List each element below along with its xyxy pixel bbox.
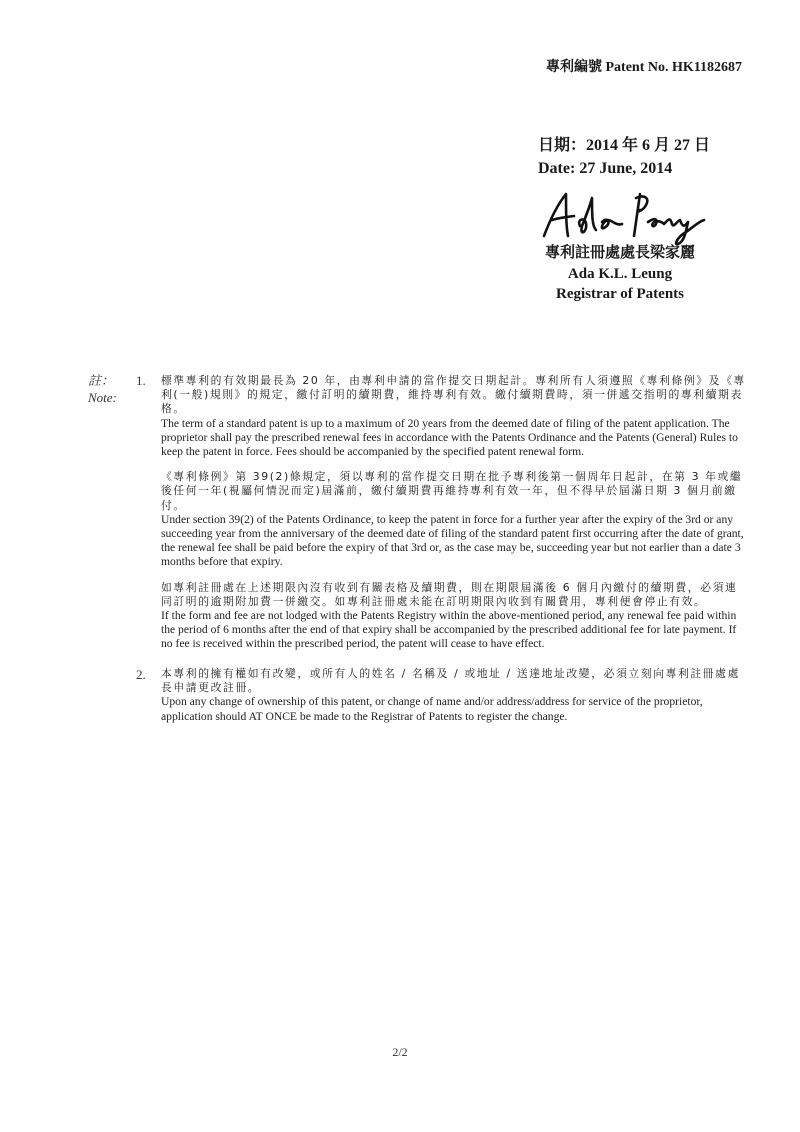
signatory-name: Ada K.L. Leung [567, 266, 673, 282]
note-label [88, 372, 128, 406]
page-number: 2/2 [392, 1045, 408, 1059]
patent-number: 專利編號 Patent No. HK1182687 [546, 60, 742, 75]
date-chinese: 日期：2014 年 6 月 27 日 [538, 137, 711, 154]
note-paragraph-english: Under section 39(2) of the Patents Ordinance, to keep the patent in force for a further year after the expiry of the 3rd or any succeeding year from the anniversary of the deemed date of filing of the standard patent first occurring after the date of grant, the renewal fee shall be paid before the expiry of that 3rd or, as the case may be, succeeding year but not earlier than a date 3 months before that expiry. [161, 512, 744, 569]
note-item-number: 2. [136, 667, 146, 682]
note-paragraph-english: If the form and fee are not lodged with the Patents Registry within the above-mentioned period, any renewal fee paid within the period of 6 months after the end of that expiry shall be accompanied by the prescribed additional fee for late payment. If no fee is received within the prescribed period, the patent will cease to have effect. [161, 609, 737, 651]
signatory-block [520, 242, 720, 304]
note-label-chinese: 註： [88, 373, 115, 388]
note-paragraph-chinese: 《專利條例》第 39(2)條規定，須以專利的當作提交日期在批予專利後第一個周年日起計，在第 3 年或繼後任何一年(視屬何情況而定)屆滿前，繳付續期費再維持專利有效一年，但不得早於屆滿日期 3 個月前繳付。 [161, 470, 743, 512]
note-label-english: Note: [88, 390, 117, 405]
date-english: Date: 27 June, 2014 [538, 160, 673, 177]
note-paragraph-english: The term of a standard patent is up to a maximum of 20 years from the deemed date of filing of the patent application. The proprietor shall pay the prescribed renewal fees in accordance with the Patents Ordinance and the Patents (General) Rules to keep the patent in force. Fees should be accompanied by the specified patent renewal form. [161, 416, 738, 459]
signature-image [536, 186, 716, 248]
note-paragraph-chinese: 標準專利的有效期最長為 20 年，由專利申請的當作提交日期起計。專利所有人須遵照《專利條例》及《專利(一般)規則》的規定，繳付訂明的續期費，維持專利有效。繳付續期費時，須一併遞交指明的專利續期表格。 [161, 374, 746, 416]
note-item-1 [161, 374, 746, 663]
signatory-title-english: Registrar of Patents [555, 286, 685, 302]
date-block [538, 134, 778, 180]
note-item-2 [161, 667, 746, 735]
note-paragraph-chinese: 本專利的擁有權如有改變，或所有人的姓名 / 名稱及 / 或地址 / 送達地址改變，必須立刻向專利註冊處處長申請更改註冊。 [161, 667, 740, 695]
note-item-number: 1. [136, 373, 146, 388]
signatory-title-chinese: 專利註冊處處長梁家麗 [544, 245, 695, 261]
note-paragraph-english: Upon any change of ownership of this patent, or change of name and/or address/address for service of the proprietor, application should AT ONCE be made to the Registrar of Patents to register the change. [161, 695, 703, 723]
note-paragraph-chinese: 如專利註冊處在上述期限內沒有收到有關表格及續期費，則在期限屆滿後 6 個月內繳付的續期費，必須連同訂明的逾期附加費一併繳交。如專利註冊處未能在訂明期限內收到有關費用，專利便會停止有效。 [161, 580, 738, 608]
